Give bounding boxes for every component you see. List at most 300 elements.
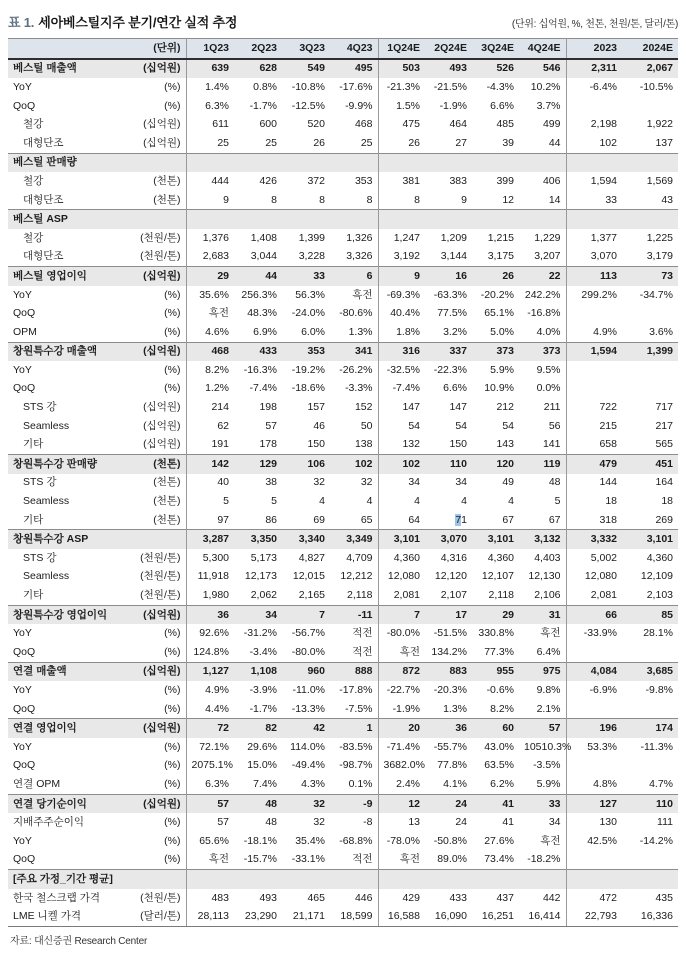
- cell: 9: [461, 193, 467, 206]
- table-row: [8, 492, 678, 511]
- cell: 495: [330, 59, 378, 79]
- row-unit: [126, 210, 186, 229]
- cell: 62: [217, 419, 229, 432]
- cell: 124.8%: [193, 645, 229, 658]
- cell: -78.0%: [386, 834, 420, 847]
- row-label: 베스틸 판매량: [8, 153, 126, 172]
- cell: 73.4%: [484, 853, 514, 866]
- table-row: [8, 549, 678, 568]
- cell: -7.4%: [249, 382, 277, 395]
- section-row: [8, 342, 678, 361]
- cell: 147: [402, 401, 420, 414]
- cell: 8: [271, 193, 277, 206]
- cell: 32: [282, 794, 330, 813]
- cell: 3,101: [378, 530, 425, 549]
- cell: -80.6%: [330, 304, 378, 323]
- cell: [622, 153, 678, 172]
- cell: 102: [378, 455, 425, 474]
- cell: 5: [519, 492, 566, 511]
- row-unit: [126, 870, 186, 889]
- cell: -1.7%: [249, 99, 277, 112]
- cell: 42: [282, 719, 330, 738]
- cell: -9.8%: [645, 683, 673, 696]
- cell: 316: [378, 342, 425, 361]
- row-unit: (십억원): [126, 267, 186, 286]
- cell: 1,108: [234, 662, 282, 681]
- cell: 4.4%: [205, 702, 229, 715]
- cell: -68.8%: [330, 832, 378, 851]
- cell: [330, 870, 378, 889]
- cell: 435: [655, 891, 673, 904]
- row-unit: (십억원): [126, 435, 186, 454]
- row-label: 베스틸 영업이익: [8, 267, 126, 286]
- section-row: [8, 662, 678, 681]
- table-row: [8, 757, 678, 776]
- cell: 132: [402, 438, 420, 451]
- row-label: QoQ: [13, 853, 36, 866]
- cell: [566, 153, 622, 172]
- cell: 4.3%: [301, 777, 325, 790]
- cell: -63.3%: [433, 288, 467, 301]
- cell: 1,399: [622, 342, 678, 361]
- cell: [519, 870, 566, 889]
- cell: 82: [234, 719, 282, 738]
- row-unit: (천톤): [126, 172, 186, 191]
- cell: 5.0%: [490, 325, 514, 338]
- cell: -80.0%: [386, 627, 420, 640]
- cell: 49: [502, 476, 514, 489]
- cell: 36: [425, 719, 472, 738]
- cell: 44: [519, 134, 566, 153]
- row-label: Seamless: [23, 570, 70, 583]
- cell: 8.2%: [490, 702, 514, 715]
- cell: 872: [378, 662, 425, 681]
- row-unit: (%): [126, 738, 186, 757]
- cell: -14.2%: [639, 834, 673, 847]
- cell: 3,685: [622, 662, 678, 681]
- cell: 28,113: [186, 907, 234, 926]
- row-label: YoY: [13, 834, 32, 847]
- cell: 1,215: [487, 231, 514, 244]
- cell: 4: [319, 495, 325, 508]
- cell: 48.3%: [247, 307, 277, 320]
- cell: 10.2%: [519, 78, 566, 97]
- cell: 2,118: [488, 589, 514, 602]
- cell: -51.5%: [433, 627, 467, 640]
- cell: [566, 210, 622, 229]
- cell: 54: [455, 419, 467, 432]
- cell: 426: [259, 174, 277, 187]
- row-unit: (%): [126, 832, 186, 851]
- cell: [282, 870, 330, 889]
- cell: 433: [449, 891, 467, 904]
- column-header: 4Q23: [330, 39, 378, 59]
- row-label: 기타: [23, 513, 44, 526]
- cell: -71.4%: [386, 740, 420, 753]
- cell: -10.8%: [291, 80, 325, 93]
- row-label: 대형단조: [23, 193, 64, 206]
- cell: 21,171: [282, 907, 330, 926]
- cell: 6.4%: [519, 643, 566, 662]
- cell: 3.2%: [443, 325, 467, 338]
- cell: 40.4%: [390, 307, 420, 320]
- cell: 25: [330, 134, 378, 153]
- row-unit: (십억원): [126, 719, 186, 738]
- cell: 211: [519, 398, 566, 417]
- cell: 44: [234, 267, 282, 286]
- cell: 147: [449, 401, 467, 414]
- cell: 1.2%: [205, 382, 229, 395]
- cell: 32: [330, 474, 378, 493]
- row-label: 대형단조: [23, 136, 64, 149]
- cell: 373: [472, 342, 519, 361]
- table-row: [8, 775, 678, 794]
- cell: 3,228: [298, 250, 325, 263]
- row-unit: [126, 153, 186, 172]
- table-row: [8, 97, 678, 116]
- cell: 2.1%: [519, 700, 566, 719]
- cell: 25: [217, 136, 229, 149]
- cell: -7.4%: [392, 382, 420, 395]
- cell: 33: [282, 267, 330, 286]
- cell: 65: [330, 511, 378, 530]
- row-label: 대형단조: [23, 250, 64, 263]
- row-unit: (%): [126, 851, 186, 870]
- cell: 2,067: [622, 59, 678, 79]
- row-unit: (%): [126, 380, 186, 399]
- cell: 86: [265, 513, 277, 526]
- cell: 43: [661, 193, 673, 206]
- cell: 164: [655, 476, 673, 489]
- cell: 318: [599, 513, 617, 526]
- cell: 4.1%: [443, 777, 467, 790]
- cell: 56.3%: [295, 288, 325, 301]
- cell: -8: [330, 813, 378, 832]
- cell: 114.0%: [290, 740, 325, 753]
- section-row: [8, 794, 678, 813]
- table-row: [8, 304, 678, 323]
- cell: -17.8%: [330, 681, 378, 700]
- header-label-spacer: [8, 39, 126, 59]
- row-unit: (%): [126, 361, 186, 380]
- cell: 150: [307, 438, 325, 451]
- table-row: [8, 361, 678, 380]
- cell: 53.3%: [587, 740, 617, 753]
- cell: 24: [425, 794, 472, 813]
- cell: 41: [502, 816, 514, 829]
- cell: 196: [566, 719, 622, 738]
- cell: 흑전: [519, 624, 566, 643]
- row-label: [주요 가정_기간 평균]: [8, 870, 126, 889]
- column-header: 3Q24E: [472, 39, 519, 59]
- row-label: 기타: [23, 438, 44, 451]
- cell: 299.2%: [581, 288, 617, 301]
- cell: 28.1%: [643, 627, 673, 640]
- row-unit: (%): [126, 643, 186, 662]
- table-row: [8, 417, 678, 436]
- cell: 215: [599, 419, 617, 432]
- cell: 34: [408, 476, 420, 489]
- row-unit: (천톤): [126, 455, 186, 474]
- row-label: QoQ: [13, 645, 36, 658]
- cell: -3.3%: [330, 380, 378, 399]
- row-label: STS 강: [23, 476, 57, 489]
- cell: 4.7%: [649, 777, 673, 790]
- cell: 9: [378, 267, 425, 286]
- cell: 6.3%: [205, 99, 229, 112]
- cell: 26: [472, 267, 519, 286]
- cell: 3,350: [234, 530, 282, 549]
- cell: 2,062: [250, 589, 277, 602]
- row-label: OPM: [13, 325, 37, 338]
- cell: 12,080: [387, 570, 420, 583]
- cell: 15.0%: [247, 759, 277, 772]
- cell: 3,070: [590, 250, 617, 263]
- cell: -3.9%: [249, 683, 277, 696]
- row-label: QoQ: [13, 382, 36, 395]
- cell: 22,793: [566, 907, 622, 926]
- cell: 22: [519, 267, 566, 286]
- table-title: [8, 12, 237, 31]
- cell: 12: [502, 193, 514, 206]
- cell: -17.6%: [330, 78, 378, 97]
- cell: 흑전: [399, 645, 420, 658]
- row-unit: (십억원): [126, 115, 186, 134]
- table-row: [8, 907, 678, 926]
- cell: [566, 757, 622, 776]
- earnings-estimate-table: [8, 38, 678, 927]
- row-unit: (천원/톤): [126, 586, 186, 605]
- cell: 12,120: [434, 570, 467, 583]
- cell: 406: [519, 172, 566, 191]
- cell: -4.3%: [486, 80, 514, 93]
- column-header: 3Q23: [282, 39, 330, 59]
- cell: 130: [599, 816, 617, 829]
- section-row: [8, 59, 678, 79]
- row-unit: (%): [126, 624, 186, 643]
- table-row: [8, 191, 678, 210]
- table-row: [8, 323, 678, 342]
- cell: 611: [212, 118, 229, 131]
- cell: [566, 870, 622, 889]
- cell: 658: [599, 438, 617, 451]
- cell: 66: [566, 605, 622, 624]
- cell: 143: [496, 438, 514, 451]
- cell: 3,070: [425, 530, 472, 549]
- cell: [425, 870, 472, 889]
- cell: -33.9%: [583, 627, 617, 640]
- cell: 2,081: [393, 589, 420, 602]
- table-body: [8, 59, 678, 927]
- cell: 5.9%: [490, 363, 514, 376]
- table-row: [8, 229, 678, 248]
- cell: 92.6%: [199, 627, 229, 640]
- cell: 34: [519, 813, 566, 832]
- table-row: [8, 643, 678, 662]
- cell: 57: [186, 794, 234, 813]
- table-row: [8, 398, 678, 417]
- cell: 32: [313, 816, 325, 829]
- table-row: [8, 851, 678, 870]
- row-unit: (십억원): [126, 398, 186, 417]
- cell: 565: [655, 438, 673, 451]
- cell: 33: [605, 193, 617, 206]
- cell: 56: [519, 417, 566, 436]
- row-label: Seamless: [23, 419, 70, 432]
- cell: 3,101: [472, 530, 519, 549]
- cell: [566, 380, 622, 399]
- row-label: LME 니켈 가격: [8, 907, 126, 926]
- cell: 72: [186, 719, 234, 738]
- cell: [330, 210, 378, 229]
- cell: [282, 153, 330, 172]
- column-header: 4Q24E: [519, 39, 566, 59]
- cell: [519, 153, 566, 172]
- cell: 4,360: [487, 551, 514, 564]
- cell: 503: [378, 59, 425, 79]
- cell: 119: [519, 455, 566, 474]
- cell: 35.4%: [295, 834, 325, 847]
- table-title-text: 세아베스틸지주 분기/연간 실적 추정: [38, 15, 238, 30]
- cell: [282, 210, 330, 229]
- row-label: 연결 당기순이익: [8, 794, 126, 813]
- cell: 적전: [330, 643, 378, 662]
- row-unit: (%): [126, 775, 186, 794]
- cell: 흑전: [330, 286, 378, 305]
- cell: 26: [313, 136, 325, 149]
- cell: 256.3%: [241, 288, 277, 301]
- cell: 110: [622, 794, 678, 813]
- cell: 흑전: [208, 307, 229, 320]
- row-unit: (천원/톤): [126, 229, 186, 248]
- cell: -7.5%: [330, 700, 378, 719]
- row-label: 창원특수강 판매량: [8, 455, 126, 474]
- cell: -15.7%: [243, 853, 277, 866]
- cell: 178: [259, 438, 277, 451]
- header-row: [8, 39, 678, 59]
- cell: 2.4%: [396, 777, 420, 790]
- cell: 5,300: [202, 551, 229, 564]
- cell: 152: [330, 398, 378, 417]
- cell: [566, 97, 622, 116]
- cell: 1.8%: [396, 325, 420, 338]
- cell: 77.5%: [437, 307, 467, 320]
- cell: 7: [282, 605, 330, 624]
- cell: 341: [330, 342, 378, 361]
- cell: 4,827: [298, 551, 325, 564]
- cell: 217: [655, 419, 673, 432]
- cell: [566, 700, 622, 719]
- cell: 106: [282, 455, 330, 474]
- cell: 464: [449, 118, 467, 131]
- cell: 381: [402, 174, 420, 187]
- cell: 120: [472, 455, 519, 474]
- cell: 6.2%: [490, 777, 514, 790]
- cell: 722: [599, 401, 617, 414]
- cell: 372: [307, 174, 325, 187]
- row-label: 연결 OPM: [13, 777, 61, 790]
- cell: 4.9%: [205, 683, 229, 696]
- section-row: [8, 210, 678, 229]
- cell: 29: [186, 267, 234, 286]
- cell: 0.8%: [253, 80, 277, 93]
- cell: 975: [519, 662, 566, 681]
- row-unit: (%): [126, 78, 186, 97]
- cell: -56.7%: [291, 627, 325, 640]
- row-label: YoY: [13, 627, 32, 640]
- section-row: [8, 870, 678, 889]
- cell: [378, 210, 425, 229]
- cell: [186, 153, 234, 172]
- cell: 485: [496, 118, 514, 131]
- cell: 2,198: [590, 118, 617, 131]
- cell: -80.0%: [291, 645, 325, 658]
- cell: 113: [566, 267, 622, 286]
- cell: 3,144: [440, 250, 467, 263]
- cell: 1.5%: [396, 99, 420, 112]
- cell: 3,101: [622, 530, 678, 549]
- cell: 2,103: [646, 589, 673, 602]
- cell: -11: [330, 605, 378, 624]
- column-header: 1Q23: [186, 39, 234, 59]
- cell: 16: [425, 267, 472, 286]
- cell: 330.8%: [478, 627, 514, 640]
- cell: 493: [259, 891, 277, 904]
- cell: -6.4%: [589, 80, 617, 93]
- cell: 12,212: [330, 568, 378, 587]
- cell: -3.5%: [519, 757, 566, 776]
- row-label: 철강: [23, 118, 44, 131]
- cell: 1,225: [646, 231, 673, 244]
- cell: 639: [186, 59, 234, 79]
- cell: 4: [461, 495, 467, 508]
- cell: 383: [449, 174, 467, 187]
- row-unit: (천원/톤): [126, 889, 186, 908]
- cell: 46: [313, 419, 325, 432]
- cell: 1,247: [393, 231, 420, 244]
- cell: 4,709: [330, 549, 378, 568]
- cell: 1,326: [330, 229, 378, 248]
- cell: [425, 210, 472, 229]
- row-label: 창원특수강 매출액: [8, 342, 126, 361]
- cell: [566, 304, 622, 323]
- table-row: [8, 738, 678, 757]
- cell: 40: [217, 476, 229, 489]
- cell: [622, 851, 678, 870]
- cell: 1,127: [186, 662, 234, 681]
- cell: 883: [425, 662, 472, 681]
- cell: 214: [211, 401, 229, 414]
- cell: 475: [402, 118, 420, 131]
- cell: 465: [307, 891, 325, 904]
- cell: [622, 870, 678, 889]
- cell: 717: [655, 401, 673, 414]
- cell: -34.7%: [639, 288, 673, 301]
- cell: 499: [519, 115, 566, 134]
- cell: 102: [599, 136, 617, 149]
- cell: 54: [502, 419, 514, 432]
- cell: 적전: [330, 624, 378, 643]
- cell: 2,311: [566, 59, 622, 79]
- cell: 1,594: [590, 174, 617, 187]
- row-label: 연결 매출액: [8, 662, 126, 681]
- cell: 6.6%: [490, 99, 514, 112]
- cell: [234, 870, 282, 889]
- cell: -12.5%: [291, 99, 325, 112]
- row-unit: (십억원): [126, 342, 186, 361]
- cell: 89.0%: [437, 853, 467, 866]
- cell: [622, 210, 678, 229]
